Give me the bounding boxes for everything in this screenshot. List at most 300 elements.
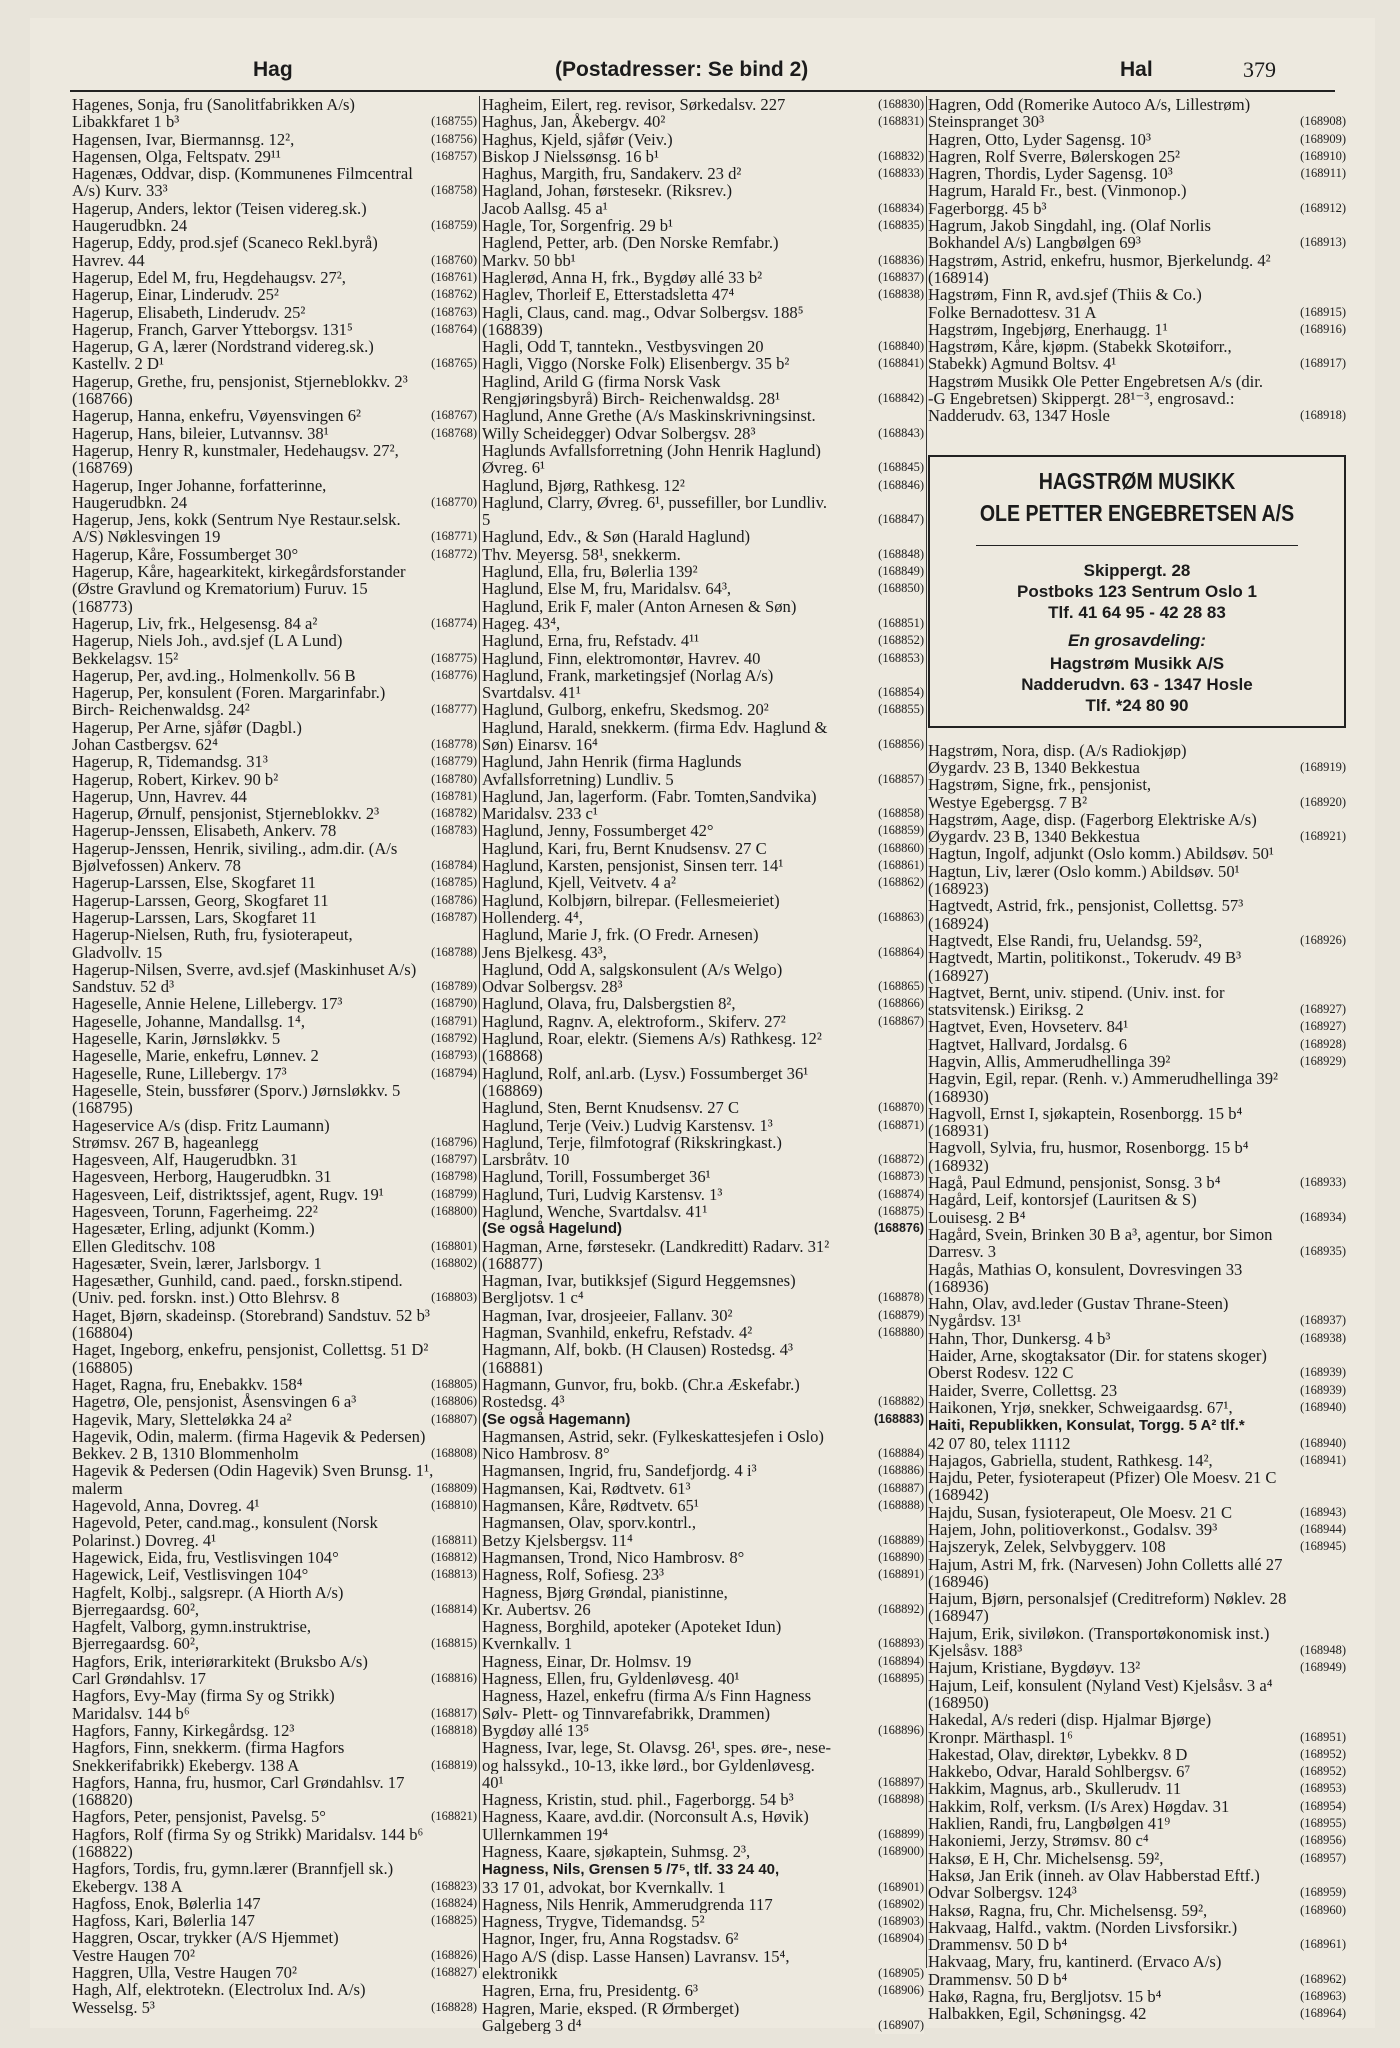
directory-entry — [482, 1687, 924, 1704]
directory-entry — [482, 494, 924, 511]
left-running-head: Hag — [253, 58, 293, 81]
entry-text: (Østre Gravlund og Krematorium) Furuv. 15 — [72, 580, 368, 598]
entry-number: (168894) — [875, 1653, 924, 1670]
directory-entry — [482, 217, 924, 234]
entry-number: (168832) — [875, 148, 924, 165]
entry-text: Hagli, Claus, cand. mag., Odvar Solbergsv. 188⁵ — [482, 303, 804, 321]
entry-number: (168843) — [875, 425, 924, 442]
entry-text: Hagvin, Egil, repar. (Renh. v.) Ammerudhellinga 39² — [928, 1070, 1278, 1088]
directory-entry — [928, 1364, 1346, 1381]
directory-entry — [72, 1065, 477, 1082]
entry-text: Haglund, Frank, marketingsjef (Norlag A/s) — [482, 666, 774, 685]
entry-number: (168776) — [428, 667, 477, 684]
entry-number: (168803) — [428, 1289, 477, 1306]
directory-entry — [72, 1566, 477, 1583]
directory-entry — [482, 667, 924, 684]
entry-number: (168883) — [871, 1411, 924, 1428]
entry-text: Hagerup, Inger Johanne, forfatterinne, — [72, 476, 327, 494]
entry-number: (168901) — [875, 1879, 924, 1896]
directory-entry — [928, 811, 1346, 828]
directory-entry — [72, 1757, 477, 1774]
entry-number: (168760) — [428, 252, 477, 269]
directory-entry — [928, 1815, 1346, 1832]
directory-entry — [482, 1030, 924, 1047]
directory-entry — [72, 131, 477, 148]
directory-entry — [482, 1982, 924, 1999]
entry-number: (168799) — [428, 1186, 477, 1203]
entry-text: Haget, Bjørn, skadeinsp. (Storebrand) Sandstuv. 52 b³ — [72, 1306, 430, 1325]
entry-text: Strømsv. 267 B, hageanlegg — [72, 1133, 259, 1152]
entry-text: Haklien, Randi, fru, Langbølgen 41⁹ — [928, 1815, 1171, 1833]
entry-text: Hagerup, G A, lærer (Nordstrand videreg.sk.) — [72, 338, 374, 356]
page-header — [40, 50, 1350, 86]
entry-text: Avfallsforretning) Lundliv. 5 — [482, 770, 674, 788]
entry-text: Havrev. 44 — [72, 251, 145, 269]
directory-entry — [928, 967, 1346, 984]
entry-text: Stabekk) Agmund Boltsv. 4¹ — [928, 355, 1117, 373]
entry-text: Hagh, Alf, elektrotekn. (Electrolux Ind. A/s) — [72, 1981, 366, 1999]
directory-entry — [928, 1573, 1346, 1590]
entry-text: Halbakken, Egil, Schøningsg. 42 — [928, 2005, 1147, 2023]
entry-number: (168900) — [875, 1843, 924, 1860]
entry-text: Bokhandel A/s) Langbølgen 69³ — [928, 234, 1141, 252]
directory-entry — [72, 1895, 477, 1912]
directory-entry — [482, 1117, 924, 1134]
entry-text: Galgeberg 3 d⁴ — [482, 2016, 582, 2035]
directory-entry — [72, 442, 477, 459]
entry-number: (168895) — [875, 1670, 924, 1687]
entry-number: (168953) — [1297, 1780, 1346, 1797]
entry-text: Westye Egebergsg. 7 B² — [928, 793, 1088, 811]
entry-text: Hagstrøm, Finn R, avd.sjef (Thiis & Co.) — [928, 286, 1202, 304]
ad-title-2: OLE PETTER ENGEBRETSEN A/S — [979, 499, 1295, 526]
entry-text: Hagevik, Odin, malerm. (firma Hagevik & Pedersen) — [72, 1427, 426, 1446]
directory-entry — [482, 182, 924, 199]
entry-text: Larsbråtv. 10 — [482, 1151, 570, 1169]
entry-text: Haglund, Torill, Fossumberget 36¹ — [482, 1168, 711, 1186]
entry-text: statsvitensk.) Eiriksg. 2 — [928, 1001, 1084, 1019]
entry-text: Rostedsg. 4³ — [482, 1393, 565, 1411]
entry-number: (168830) — [875, 96, 924, 113]
entry-text: (Se også Hagelund) — [482, 1220, 623, 1238]
directory-entry — [72, 113, 477, 130]
entry-text: Hagstrøm Musikk Ole Petter Engebretsen A/s (dir. — [928, 372, 1264, 391]
entry-text: Hagmansen, Ingrid, fru, Sandefjordg. 4 i³ — [482, 1462, 757, 1480]
entry-number: (168928) — [1297, 1036, 1346, 1053]
entry-text: Haglund, Erik F, maler (Anton Arnesen & Søn) — [482, 597, 797, 615]
entry-number: (168919) — [1297, 759, 1346, 776]
entry-text: Rengjøringsbyrå) Birch- Reichenwaldsg. 28¹ — [482, 390, 781, 408]
entry-number: (168948) — [1297, 1642, 1346, 1659]
directory-entry — [72, 1411, 477, 1428]
entry-text: 5 — [482, 511, 491, 529]
entry-text: Hagtun, Liv, lærer (Oslo komm.) Abildsøv. 50¹ — [928, 862, 1240, 881]
entry-text: Haksø, E H, Chr. Michelsensg. 59², — [928, 1849, 1164, 1867]
directory-entry — [72, 1117, 477, 1134]
column-divider — [479, 96, 480, 1968]
entry-number: (168837) — [875, 269, 924, 286]
entry-number: (168809) — [428, 1480, 477, 1497]
entry-number: (168888) — [875, 1497, 924, 1514]
directory-entry — [928, 1191, 1346, 1208]
entry-text: Hagerup, Liv, frk., Helgesensg. 84 a² — [72, 614, 318, 633]
entry-number: (168904) — [875, 1930, 924, 1947]
entry-number: (168896) — [875, 1722, 924, 1739]
entry-number: (168810) — [428, 1497, 477, 1514]
entry-number: (168962) — [1297, 1971, 1346, 1988]
entry-text: Biskop J Nielssønsg. 16 b¹ — [482, 147, 659, 166]
directory-entry — [928, 1694, 1346, 1711]
directory-entry — [928, 182, 1346, 199]
entry-text: Haggren, Ulla, Vestre Haugen 70² — [72, 1964, 297, 1982]
entry-text: Hagness, Nils, Grensen 5 /7⁵, tlf. 33 24 40, — [482, 1861, 780, 1879]
directory-entry — [72, 1929, 477, 1946]
directory-entry — [72, 598, 477, 615]
directory-entry — [482, 1739, 924, 1756]
entry-text: Hakkim, Magnus, arb., Skullerudv. 11 — [928, 1780, 1182, 1798]
entry-text: Haglund, Wenche, Svartdalsv. 41¹ — [482, 1203, 708, 1221]
entry-text: Sølv- Plett- og Tinnvarefabrikk, Drammen) — [482, 1704, 771, 1722]
entry-number: (168884) — [875, 1445, 924, 1462]
entry-text: Øvreg. 6¹ — [482, 459, 546, 477]
directory-entry — [72, 1030, 477, 1047]
directory-entry — [72, 304, 477, 321]
directory-entry — [928, 1435, 1346, 1452]
directory-entry — [72, 874, 477, 891]
directory-entry — [482, 1705, 924, 1722]
directory-entry — [72, 217, 477, 234]
entry-text: Bygdøy allé 13⁵ — [482, 1721, 590, 1740]
entry-text: Bekkev. 2 B, 1310 Blommenholm — [72, 1445, 299, 1463]
entry-text: A/s) Kurv. 33³ — [72, 182, 168, 200]
directory-entry — [482, 822, 924, 839]
directory-entry — [928, 1659, 1346, 1676]
directory-entry — [72, 1670, 477, 1687]
directory-entry — [72, 1220, 477, 1237]
entry-text: Hagli, Viggo (Norske Folk) Elisenbergv. 35 b² — [482, 355, 790, 373]
entry-text: Hagmansen, Trond, Nico Hambrosv. 8° — [482, 1548, 745, 1567]
directory-entry — [482, 650, 924, 667]
entry-number: (168780) — [428, 771, 477, 788]
directory-entry — [482, 1445, 924, 1462]
directory-entry — [928, 113, 1346, 130]
entry-text: Hagesveen, Leif, distriktssjef, agent, Rugv. 19¹ — [72, 1185, 384, 1203]
directory-entry — [72, 1151, 477, 1168]
entry-text: (168877) — [482, 1254, 543, 1273]
directory-entry — [72, 200, 477, 217]
directory-entry — [72, 96, 477, 113]
directory-entry — [482, 1203, 924, 1220]
entry-number: (168772) — [428, 546, 477, 563]
directory-entry — [72, 1359, 477, 1376]
entry-text: Nico Hambrosv. 8° — [482, 1445, 610, 1463]
entry-number: (168929) — [1297, 1053, 1346, 1070]
entry-number: (168944) — [1297, 1521, 1346, 1538]
entry-text: Hageselle, Karin, Jørnsløkkv. 5 — [72, 1030, 281, 1048]
directory-entry — [72, 338, 477, 355]
entry-text: Hakkim, Rolf, verksm. (I/s Arex) Høgdav. 31 — [928, 1797, 1230, 1816]
directory-entry — [928, 1157, 1346, 1174]
entry-text: Haglund, Anne Grethe (A/s Maskinskrivningsinst. — [482, 407, 816, 425]
entry-text: Hagesæther, Gunhild, cand. paed., forskn.stipend. — [72, 1272, 403, 1290]
directory-entry — [928, 1763, 1346, 1780]
directory-entry — [72, 1808, 477, 1825]
entry-text: Hagtvet, Hallvard, Jordalsg. 6 — [928, 1035, 1128, 1053]
directory-entry — [928, 338, 1346, 355]
entry-number: (168817) — [428, 1705, 477, 1722]
directory-entry — [72, 1947, 477, 1964]
entry-number: (168892) — [875, 1601, 924, 1618]
entry-number: (168940) — [1297, 1435, 1346, 1452]
directory-entry — [482, 1168, 924, 1185]
entry-text: Haider, Sverre, Collettsg. 23 — [928, 1381, 1118, 1399]
entry-text: Vestre Haugen 70² — [72, 1946, 195, 1965]
directory-entry — [928, 131, 1346, 148]
entry-text: Sandstuv. 52 d³ — [72, 978, 175, 996]
entry-text: Hagerup, Kåre, Fossumberget 30° — [72, 545, 299, 564]
directory-entry — [72, 1428, 477, 1445]
entry-text: Haglund, Sten, Bernt Knudsensv. 27 C — [482, 1099, 740, 1117]
directory-entry — [928, 1452, 1346, 1469]
entry-number: (168903) — [875, 1913, 924, 1930]
entry-text: Hagren, Rolf Sverre, Bølerskogen 25² — [928, 147, 1180, 166]
entry-text: (168950) — [928, 1693, 989, 1712]
column-divider — [926, 96, 927, 1968]
entry-text: Hagetrø, Ole, pensjonist, Åsensvingen 6 a³ — [72, 1393, 357, 1411]
entry-number: (168788) — [428, 944, 477, 961]
entry-text: Haksø, Jan Erik (inneh. av Olav Habberstad Eftf.) — [928, 1866, 1260, 1885]
directory-entry — [72, 1791, 477, 1808]
directory-entry — [928, 355, 1346, 372]
entry-text: Hagstrøm, Aage, disp. (Fagerborg Elektriske A/s) — [928, 810, 1257, 829]
ad-subsidiary-address: Nadderudvn. 63 - 1347 Hosle — [1021, 674, 1253, 694]
directory-entry — [928, 984, 1346, 1001]
entry-number: (168840) — [875, 338, 924, 355]
entry-number: (168792) — [428, 1030, 477, 1047]
entry-text: Hagfors, Hanna, fru, husmor, Carl Grøndahlsv. 17 — [72, 1773, 405, 1792]
entry-text: Hagheim, Eilert, reg. revisor, Sørkedalsv. 227 — [482, 96, 786, 114]
entry-text: (168936) — [928, 1277, 989, 1296]
directory-entry — [482, 1462, 924, 1479]
entry-number: (168927) — [1297, 1018, 1346, 1035]
entry-text: Hagren, Erna, fru, Presidentg. 6³ — [482, 1982, 699, 2000]
directory-entry — [72, 1186, 477, 1203]
entry-text: Oberst Rodesv. 122 C — [928, 1364, 1074, 1382]
entry-text: Haggren, Oscar, trykker (A/S Hjemmet) — [72, 1929, 339, 1947]
directory-entry — [482, 805, 924, 822]
directory-entry — [482, 1566, 924, 1583]
directory-entry — [72, 563, 477, 580]
entry-number: (168781) — [428, 788, 477, 805]
entry-number: (168926) — [1297, 932, 1346, 949]
entry-text: Hagfors, Fanny, Kirkegårdsg. 12³ — [72, 1721, 295, 1740]
entry-number: (168782) — [428, 805, 477, 822]
entry-number: (168831) — [875, 113, 924, 130]
entry-text: Hageselle, Johanne, Mandallsg. 1⁴, — [72, 1012, 305, 1031]
directory-entry — [72, 1532, 477, 1549]
directory-entry — [482, 1238, 924, 1255]
directory-entry — [482, 1134, 924, 1151]
directory-entry — [928, 1850, 1346, 1867]
entry-text: Hagerup, Einar, Linderudv. 25² — [72, 286, 279, 304]
entry-text: Hageselle, Stein, bussfører (Sporv.) Jørnsløkkv. 5 — [72, 1081, 401, 1100]
directory-entry — [928, 794, 1346, 811]
entry-text: Hageselle, Rune, Lillebergv. 17³ — [72, 1064, 287, 1082]
ad-address-2: Postboks 123 Sentrum Oslo 1 — [1017, 581, 1257, 601]
directory-entry — [928, 776, 1346, 793]
entry-text: Haglund, Gulborg, enkefru, Skedsmog. 20² — [482, 701, 769, 719]
entry-text: (168868) — [482, 1047, 543, 1065]
directory-entry — [482, 1065, 924, 1082]
entry-text: Hagerup, Ørnulf, pensjonist, Stjerneblokkv. 2³ — [72, 805, 380, 823]
entry-text: Haugerudbkn. 24 — [72, 217, 188, 235]
directory-entry — [482, 995, 924, 1012]
entry-number: (168826) — [428, 1947, 477, 1964]
entry-text: Odvar Solbergsv. 124³ — [928, 1884, 1077, 1902]
entry-text: Jens Bjelkesg. 43³, — [482, 943, 607, 961]
entry-number: (168875) — [875, 1203, 924, 1220]
entry-number: (168778) — [428, 736, 477, 753]
entry-number: (168873) — [875, 1168, 924, 1185]
entry-number: (168857) — [875, 771, 924, 788]
entry-text: (168930) — [928, 1087, 989, 1105]
entry-text: Hagerup, Henry R, kunstmaler, Hedehaugsv. 27², — [72, 441, 399, 460]
entry-text: Bekkelagsv. 15² — [72, 649, 179, 667]
entry-text: Hakø, Ragna, fru, Bergljotsv. 15 b⁴ — [928, 1988, 1162, 2006]
directory-entry — [482, 1618, 924, 1635]
entry-number: (168940) — [1297, 1399, 1346, 1416]
entry-number: (168954) — [1297, 1798, 1346, 1815]
entry-text: Snekkerifabrikk) Ekebergv. 138 A — [72, 1756, 300, 1774]
entry-text: Hagli, Odd T, tanntekn., Vestbysvingen 20 — [482, 338, 764, 356]
entry-text: (168947) — [928, 1607, 989, 1625]
entry-number: (168816) — [428, 1670, 477, 1687]
directory-entry — [482, 528, 924, 545]
entry-number: (168960) — [1297, 1902, 1346, 1919]
directory-entry — [482, 944, 924, 961]
entry-text: Hagenæs, Oddvar, disp. (Kommunenes Filmcentral — [72, 165, 413, 183]
entry-text: Hagenes, Sonja, fru (Sanolitfabrikken A/s) — [72, 96, 355, 114]
entry-text: Hageselle, Annie Helene, Lillebergv. 17³ — [72, 995, 343, 1013]
directory-entry — [72, 1981, 477, 1998]
entry-text: Hagman, Arne, førstesekr. (Landkreditt) Radarv. 31² — [482, 1237, 830, 1255]
directory-entry — [928, 1053, 1346, 1070]
entry-text: Hagtvet, Bernt, univ. stipend. (Univ. inst. for — [928, 983, 1225, 1002]
directory-entry — [72, 822, 477, 839]
entry-text: malerm — [72, 1479, 123, 1498]
entry-text: Hagerup, Edel M, fru, Hegdehaugsv. 27², — [72, 268, 346, 287]
entry-number: (168841) — [875, 355, 924, 372]
entry-number: (168771) — [428, 528, 477, 545]
entry-text: Drammensv. 50 D b⁴ — [928, 1936, 1068, 1954]
entry-text: Hagman, Svanhild, enkefru, Refstadv. 4² — [482, 1324, 753, 1342]
entry-text: (Se også Hagemann) — [482, 1410, 631, 1428]
entry-text: Haksø, Ragna, fru, Chr. Michelsensg. 59², — [928, 1901, 1208, 1919]
directory-entry — [72, 1168, 477, 1185]
directory-entry — [72, 1912, 477, 1929]
directory-entry — [482, 1376, 924, 1393]
entry-text: Kronpr. Märthaspl. 1⁶ — [928, 1728, 1073, 1746]
entry-number: (168871) — [875, 1117, 924, 1134]
entry-text: Kjelsåsv. 188³ — [928, 1642, 1023, 1660]
entry-text: Hagren, Otto, Lyder Sagensg. 10³ — [928, 130, 1151, 148]
entry-text: Hagerup, Kåre, hagearkitekt, kirkegårdsforstander — [72, 563, 406, 581]
directory-entry — [928, 1174, 1346, 1191]
entry-number: (168835) — [875, 217, 924, 234]
entry-number: (168824) — [428, 1895, 477, 1912]
entry-text: Maridalsv. 233 c¹ — [482, 805, 598, 823]
entry-number: (168889) — [875, 1532, 924, 1549]
directory-entry — [72, 1549, 477, 1566]
directory-entry — [482, 2000, 924, 2017]
directory-entry — [482, 753, 924, 770]
entry-text: Nadderudv. 63, 1347 Hosle — [928, 407, 1110, 425]
entry-text: Hakestad, Olav, direktør, Lybekkv. 8 D — [928, 1745, 1188, 1764]
directory-entry — [482, 909, 924, 926]
directory-entry — [482, 580, 924, 597]
directory-entry — [482, 857, 924, 874]
entry-number: (168959) — [1297, 1884, 1346, 1901]
entry-number: (168805) — [428, 1376, 477, 1393]
directory-entry — [482, 1359, 924, 1376]
entry-number: (168949) — [1297, 1659, 1346, 1676]
entry-number: (168774) — [428, 615, 477, 632]
directory-entry — [928, 845, 1346, 862]
entry-number: (168845) — [875, 459, 924, 476]
entry-text: Hagness, Rolf, Sofiesg. 23³ — [482, 1566, 664, 1584]
directory-entry — [482, 788, 924, 805]
directory-column-1 — [72, 96, 477, 2016]
directory-entry — [72, 252, 477, 269]
entry-text: Hagman, Ivar, drosjeeier, Fallanv. 30² — [482, 1306, 733, 1325]
directory-entry — [482, 874, 924, 891]
entry-text: og halssykd., 10-13, ikke lørd., bor Gyldenløvesg. — [482, 1756, 815, 1774]
entry-number: (168951) — [1297, 1729, 1346, 1746]
entry-text: Haglund, Kari, fru, Bernt Knudsensv. 27 C — [482, 839, 767, 858]
directory-entry — [928, 1953, 1346, 1970]
entry-text: Libakkfaret 1 b³ — [72, 113, 180, 131]
entry-text: Hagås, Mathias O, konsulent, Dovresvingen 33 — [928, 1260, 1243, 1278]
directory-entry — [482, 1843, 924, 1860]
entry-number: (168801) — [428, 1238, 477, 1255]
directory-entry — [72, 511, 477, 528]
entry-text: Hagness, Bjørg Grøndal, pianistinne, — [482, 1583, 728, 1601]
directory-entry — [72, 632, 477, 649]
entry-text: Hageservice A/s (disp. Fritz Laumann) — [72, 1116, 330, 1134]
entry-text: Hagerup, Robert, Kirkev. 90 b² — [72, 770, 279, 788]
directory-entry — [72, 1289, 477, 1306]
entry-text: Hagesæter, Svein, lærer, Jarlsborgv. 1 — [72, 1254, 322, 1273]
entry-number: (168853) — [875, 650, 924, 667]
entry-text: Hagvin, Allis, Ammerudhellinga 39² — [928, 1052, 1171, 1071]
center-running-head: (Postadresser: Se bind 2) — [555, 58, 809, 81]
entry-number: (168855) — [875, 701, 924, 718]
directory-entry — [72, 269, 477, 286]
directory-entry — [482, 1948, 924, 1965]
entry-text: Hagstrøm, Nora, disp. (A/s Radiokjøp) — [928, 741, 1187, 759]
entry-number: (168886) — [875, 1462, 924, 1479]
entry-number: (168779) — [428, 753, 477, 770]
directory-entry — [928, 1105, 1346, 1122]
directory-entry — [482, 615, 924, 632]
entry-text: Hagfors, Erik, interiørarkitekt (Bruksbo A/s) — [72, 1652, 368, 1671]
directory-entry — [928, 1139, 1346, 1156]
directory-entry — [72, 286, 477, 303]
entry-text: Haglev, Thorleif E, Etterstadsletta 47⁴ — [482, 286, 735, 304]
directory-entry — [72, 425, 477, 442]
entry-text: Hagrum, Harald Fr., best. (Vinmonop.) — [928, 182, 1187, 200]
entry-text: Fagerborgg. 45 b³ — [928, 199, 1047, 218]
